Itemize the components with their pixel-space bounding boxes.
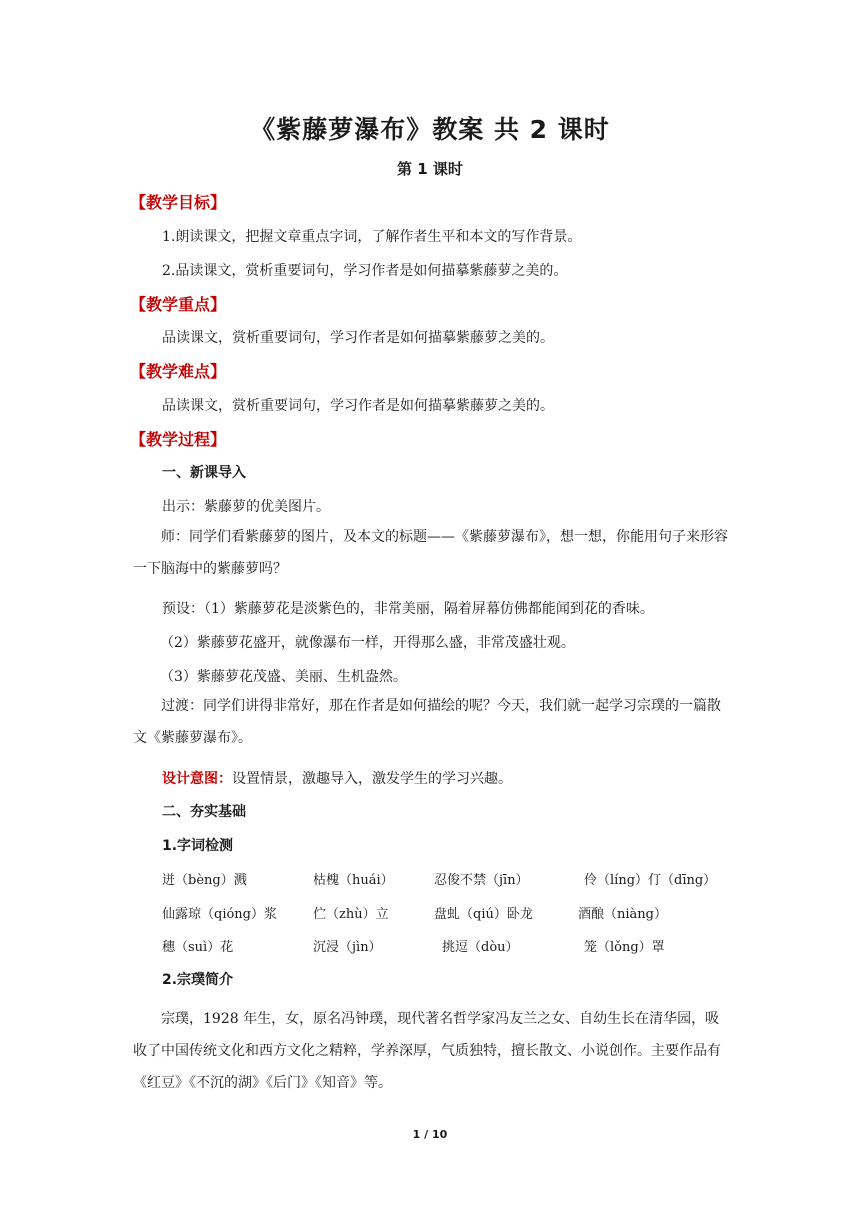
bio-paragraph xyxy=(133,1003,733,1099)
word-item: 沉浸（jìn） xyxy=(313,940,382,955)
part1-heading: 一、新课导入 xyxy=(162,465,246,481)
goals-heading: 【教学目标】 xyxy=(130,193,227,212)
word-item: 酒酿（niàng） xyxy=(578,907,667,922)
difficulty-heading: 【教学难点】 xyxy=(130,362,227,381)
part2-heading: 二、夯实基础 xyxy=(162,804,246,820)
word-item: 枯槐（huái） xyxy=(313,873,394,888)
word-item: 挑逗（dòu） xyxy=(442,940,519,955)
difficulty-text: 品读课文，赏析重要词句，学习作者是如何描摹紫藤萝之美的。 xyxy=(162,398,554,414)
word-item: 仙露琼（qióng）浆 xyxy=(162,907,278,922)
bio-heading: 2.宗璞简介 xyxy=(162,972,234,988)
preset-1: 预设：（1）紫藤萝花是淡紫色的，非常美丽，隔着屏幕仿佛都能闻到花的香味。 xyxy=(162,601,654,617)
design-intent xyxy=(162,768,512,788)
show-line: 出示：紫藤萝的优美图片。 xyxy=(162,499,330,515)
word-item: 伫（zhù）立 xyxy=(313,907,389,922)
word-item: 笼（lǒng）罩 xyxy=(584,940,665,955)
bio-text: 宗璞，1928 年生，女，原名冯钟璞，现代著名哲学家冯友兰之女、自幼生长在清华园，吸收了中国传统文化和西方文化之精粹，学养深厚，气质独特，擅长散文、小说创作。主要作品有《红豆》《不沉的湖》《后门》《知音》等。 xyxy=(133,1011,721,1091)
intent-text: 设置情景，激趣导入，激发学生的学习兴趣。 xyxy=(232,771,512,787)
goal-2: 2.品读课文，赏析重要词句，学习作者是如何描摹紫藤萝之美的。 xyxy=(162,263,568,279)
document-title: 《紫藤萝瀑布》教案 共 2 课时 xyxy=(250,115,610,144)
word-item: 盘虬（qiú）卧龙 xyxy=(434,907,533,922)
word-item: 伶（líng）仃（dīng） xyxy=(584,873,717,888)
word-item: 迸（bèng）溅 xyxy=(162,873,247,888)
preset-2: （2）紫藤萝花盛开，就像瀑布一样，开得那么盛，非常茂盛壮观。 xyxy=(160,635,575,651)
lesson-subtitle: 第 1 课时 xyxy=(397,160,463,178)
preset-3: （3）紫藤萝花茂盛、美丽、生机盎然。 xyxy=(160,669,407,685)
teacher-text: 师：同学们看紫藤萝的图片，及本文的标题——《紫藤萝瀑布》，想一想，你能用句子来形容一下脑海中的紫藤萝吗？ xyxy=(133,529,728,577)
goal-1: 1.朗读课文，把握文章重点字词，了解作者生平和本文的写作背景。 xyxy=(162,229,582,245)
page-number: 1 / 10 xyxy=(412,1128,448,1141)
transition-paragraph xyxy=(133,690,733,754)
words-heading: 1.字词检测 xyxy=(162,838,234,854)
intent-label: 设计意图： xyxy=(162,771,232,787)
focus-text: 品读课文，赏析重要词句，学习作者是如何描摹紫藤萝之美的。 xyxy=(162,330,554,346)
focus-heading: 【教学重点】 xyxy=(130,295,227,314)
transition-text: 过渡：同学们讲得非常好，那在作者是如何描绘的呢？今天，我们就一起学习宗璞的一篇散文《紫藤萝瀑布》。 xyxy=(133,698,721,746)
word-item: 穗（suì）花 xyxy=(162,940,234,955)
word-item: 忍俊不禁（jīn） xyxy=(434,873,529,888)
process-heading: 【教学过程】 xyxy=(130,430,227,449)
teacher-paragraph xyxy=(133,521,733,585)
